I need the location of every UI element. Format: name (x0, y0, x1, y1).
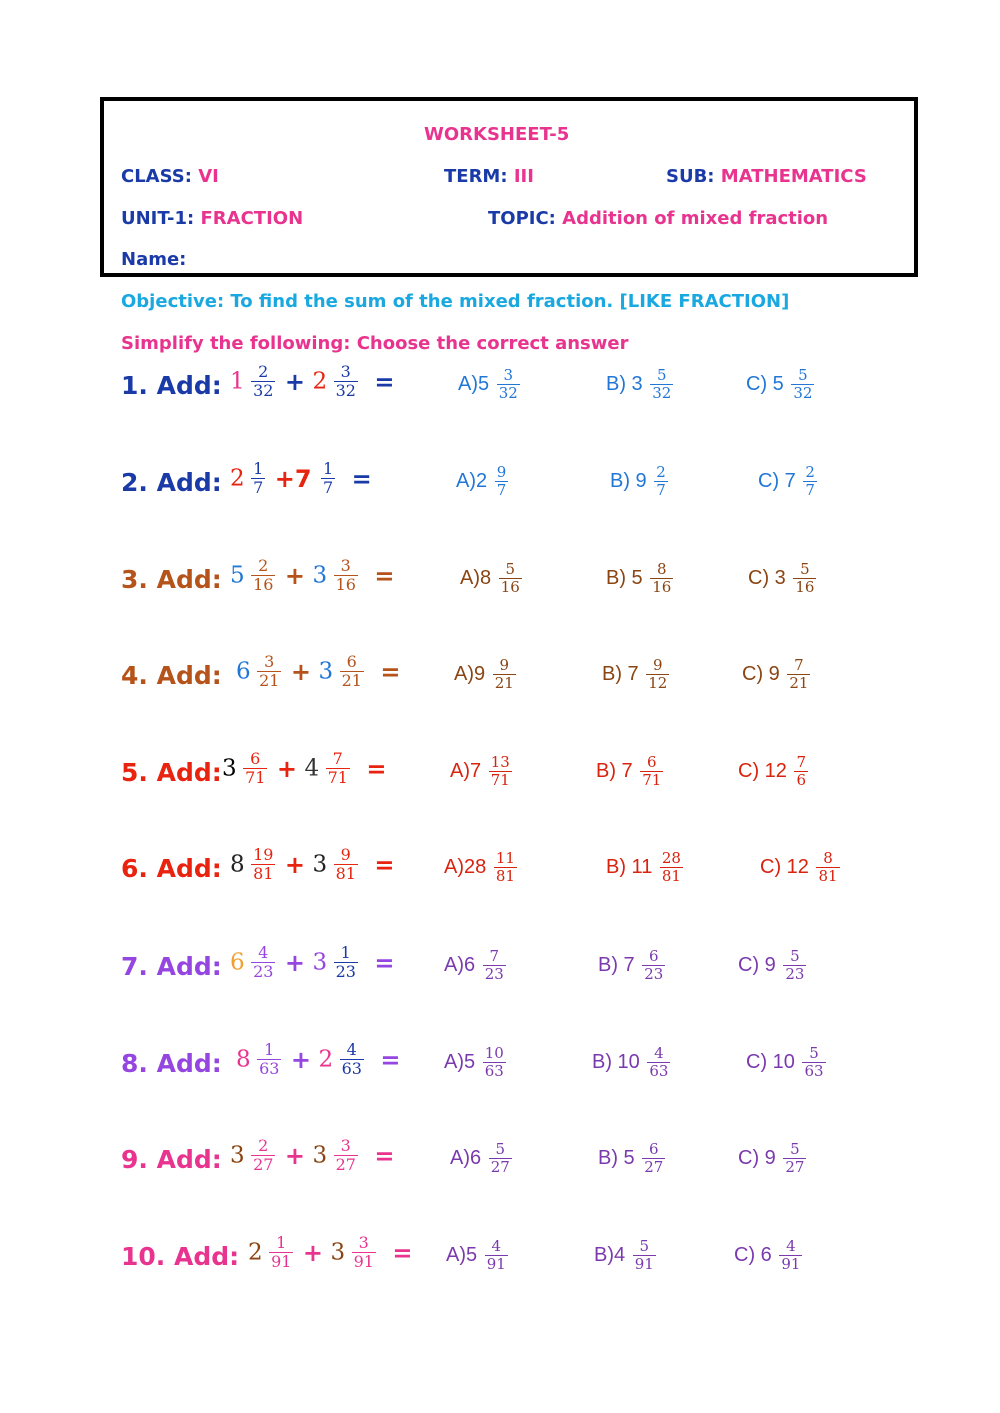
denominator: 27 (644, 1158, 664, 1176)
option-label: C) 7 (758, 470, 796, 492)
fraction (257, 1041, 281, 1078)
numerator: 7 (332, 749, 343, 768)
denominator: 27 (253, 1155, 274, 1174)
first-whole: 3 (230, 1142, 245, 1169)
denominator: 21 (494, 674, 514, 692)
answer-option[interactable] (742, 657, 812, 692)
option-fraction (483, 1045, 506, 1080)
question-label: 9. Add: (121, 1145, 222, 1174)
numerator: 6 (346, 652, 357, 671)
denominator: 91 (486, 1255, 506, 1273)
first-whole: 6 (236, 658, 251, 685)
topic-label: TOPIC: (488, 208, 556, 229)
option-fraction (483, 948, 506, 983)
option-label: B) 3 (606, 373, 643, 395)
option-label: A)6 (444, 954, 476, 976)
denominator: 16 (652, 578, 672, 596)
topic-value: Addition of mixed fraction (562, 208, 829, 229)
denominator: 91 (781, 1255, 801, 1273)
answer-option[interactable] (596, 754, 665, 789)
denominator: 27 (335, 1155, 356, 1174)
denominator: 71 (642, 771, 662, 789)
equals-sign: = (374, 850, 395, 879)
numerator: 5 (790, 947, 800, 965)
numerator: 8 (823, 849, 833, 867)
class-label: CLASS: (121, 166, 192, 187)
option-label: B) 7 (602, 663, 639, 685)
option-fraction (495, 464, 509, 499)
fraction (334, 1137, 358, 1174)
numerator: 1 (340, 943, 351, 962)
numerator: 4 (786, 1237, 796, 1255)
numerator: 2 (656, 463, 666, 481)
option-fraction (640, 754, 663, 789)
option-label: B) 9 (610, 470, 647, 492)
numerator: 5 (800, 560, 810, 578)
answer-option[interactable] (598, 1141, 667, 1176)
numerator: 3 (264, 652, 275, 671)
numerator: 6 (649, 947, 659, 965)
option-label: C) 6 (734, 1244, 772, 1266)
answer-option[interactable] (748, 561, 818, 596)
denominator: 63 (341, 1059, 362, 1078)
denominator: 12 (648, 674, 668, 692)
numerator: 7 (796, 753, 807, 771)
question-expression (230, 363, 397, 400)
fraction (251, 557, 275, 594)
option-label: A)5 (444, 1051, 476, 1073)
plus-sign: + (284, 1141, 306, 1170)
plus-sign: + (276, 754, 298, 783)
question-label: 7. Add: (121, 952, 222, 981)
denominator: 23 (335, 962, 356, 981)
question-expression (248, 1234, 415, 1271)
denominator: 7 (253, 478, 264, 497)
topic-field (488, 208, 828, 229)
term-value: III (513, 166, 534, 187)
numerator: 3 (503, 366, 513, 384)
option-fraction (794, 754, 808, 789)
denominator: 63 (484, 1062, 504, 1080)
option-fraction (489, 1141, 512, 1176)
equals-sign: = (374, 948, 395, 977)
first-whole: 3 (222, 755, 237, 782)
fraction (334, 944, 358, 981)
second-whole: 3 (330, 1239, 346, 1266)
numerator: 19 (253, 845, 274, 864)
denominator: 91 (353, 1252, 374, 1271)
answer-option[interactable] (610, 464, 670, 499)
option-label: A)5 (446, 1244, 478, 1266)
numerator: 10 (484, 1044, 504, 1062)
answer-option[interactable] (458, 367, 522, 402)
numerator: 9 (340, 845, 351, 864)
answer-option[interactable] (606, 561, 675, 596)
denominator: 63 (649, 1062, 669, 1080)
answer-option[interactable] (734, 1238, 804, 1273)
denominator: 27 (785, 1158, 805, 1176)
denominator: 21 (341, 671, 362, 690)
numerator: 6 (647, 753, 657, 771)
option-fraction (497, 367, 520, 402)
fraction (334, 363, 358, 400)
option-fraction (494, 850, 517, 885)
answer-option[interactable] (594, 1238, 658, 1273)
fraction (269, 1234, 293, 1271)
option-fraction (489, 754, 512, 789)
class-value: VI (198, 166, 219, 187)
unit-field (121, 208, 303, 229)
option-fraction (816, 850, 839, 885)
fraction (326, 750, 350, 787)
fraction (334, 557, 358, 594)
question-expression (230, 846, 397, 883)
question-label: 4. Add: (121, 661, 222, 690)
option-fraction (499, 561, 522, 596)
denominator: 91 (634, 1255, 654, 1273)
denominator: 32 (253, 381, 274, 400)
denominator: 32 (793, 384, 813, 402)
second-whole: 3 (312, 949, 328, 976)
numerator: 9 (653, 656, 663, 674)
denominator: 7 (496, 481, 507, 499)
equals-sign: = (374, 561, 395, 590)
numerator: 4 (346, 1040, 357, 1059)
option-fraction (779, 1238, 802, 1273)
option-label: C) 9 (738, 954, 776, 976)
question-expression (236, 1041, 403, 1078)
denominator: 16 (500, 578, 520, 596)
question-label: 10. Add: (121, 1242, 240, 1271)
numerator: 1 (253, 459, 264, 478)
name-label: Name: (121, 249, 187, 270)
question-label: 5. Add: (121, 758, 222, 787)
answer-option[interactable] (444, 850, 519, 885)
denominator: 81 (818, 867, 838, 885)
option-label: B) 11 (606, 856, 653, 878)
answer-option[interactable] (454, 657, 518, 692)
option-fraction (646, 657, 669, 692)
second-whole: 2 (312, 368, 328, 395)
numerator: 1 (264, 1040, 275, 1059)
option-label: C) 12 (738, 760, 787, 782)
subject-label: SUB: (666, 166, 715, 187)
numerator: 3 (340, 362, 351, 381)
numerator: 2 (258, 362, 269, 381)
denominator: 27 (490, 1158, 510, 1176)
numerator: 5 (798, 366, 808, 384)
answer-option[interactable] (746, 367, 816, 402)
question-expression (230, 944, 397, 981)
option-label: C) 10 (746, 1051, 795, 1073)
denominator: 16 (253, 575, 274, 594)
plus-sign: + (284, 561, 306, 590)
plus-sign: + (302, 1238, 324, 1267)
answer-option[interactable] (758, 464, 819, 499)
plus-sign: +7 (274, 464, 312, 493)
denominator: 16 (335, 575, 356, 594)
option-fraction (654, 464, 668, 499)
denominator: 23 (253, 962, 274, 981)
numerator: 7 (794, 656, 804, 674)
option-label: B)4 (594, 1244, 626, 1266)
answer-option[interactable] (446, 1238, 510, 1273)
denominator: 21 (789, 674, 809, 692)
answer-option[interactable] (444, 1045, 508, 1080)
plus-sign: + (284, 850, 306, 879)
option-label: C) 5 (746, 373, 784, 395)
answer-option[interactable] (738, 1141, 808, 1176)
answer-option[interactable] (460, 561, 524, 596)
fraction (334, 846, 358, 883)
answer-option[interactable] (602, 657, 671, 692)
fraction (251, 846, 275, 883)
denominator: 7 (656, 481, 666, 499)
plus-sign: + (284, 367, 306, 396)
option-fraction (485, 1238, 508, 1273)
denominator: 32 (498, 384, 518, 402)
instruction: Simplify the following: Choose the correct answer (121, 333, 629, 354)
numerator: 5 (639, 1237, 649, 1255)
denominator: 71 (327, 768, 348, 787)
numerator: 2 (258, 556, 269, 575)
denominator: 32 (652, 384, 672, 402)
numerator: 4 (491, 1237, 501, 1255)
option-label: C) 9 (742, 663, 780, 685)
answer-option[interactable] (598, 948, 667, 983)
option-label: A)2 (456, 470, 488, 492)
unit-value: FRACTION (200, 208, 304, 229)
denominator: 32 (335, 381, 356, 400)
numerator: 1 (276, 1233, 287, 1252)
denominator: 81 (253, 864, 274, 883)
option-label: A)7 (450, 760, 482, 782)
equals-sign: = (380, 1045, 401, 1074)
worksheet-title: WORKSHEET-5 (424, 124, 570, 145)
option-label: B) 5 (598, 1147, 635, 1169)
denominator: 81 (335, 864, 356, 883)
first-whole: 8 (236, 1046, 251, 1073)
equals-sign: = (380, 657, 401, 686)
denominator: 7 (323, 478, 334, 497)
equals-sign: = (366, 754, 387, 783)
first-whole: 5 (230, 562, 245, 589)
option-fraction (802, 1045, 825, 1080)
equals-sign: = (392, 1238, 413, 1267)
second-whole: 2 (318, 1046, 334, 1073)
option-label: C) 12 (760, 856, 809, 878)
term-field (444, 166, 534, 187)
numerator: 5 (657, 366, 667, 384)
numerator: 5 (495, 1140, 505, 1158)
denominator: 23 (644, 965, 664, 983)
fraction (251, 1137, 275, 1174)
second-whole: 3 (312, 851, 328, 878)
numerator: 5 (809, 1044, 819, 1062)
option-fraction (650, 367, 673, 402)
option-label: B) 5 (606, 567, 643, 589)
numerator: 3 (358, 1233, 369, 1252)
answer-option[interactable] (456, 464, 510, 499)
fraction (340, 1041, 364, 1078)
question-label: 2. Add: (121, 468, 222, 497)
option-fraction (783, 948, 806, 983)
option-fraction (633, 1238, 656, 1273)
denominator: 23 (785, 965, 805, 983)
denominator: 16 (795, 578, 815, 596)
option-label: B) 10 (592, 1051, 640, 1073)
second-whole: 4 (304, 755, 320, 782)
denominator: 71 (245, 768, 266, 787)
numerator: 1 (323, 459, 334, 478)
fraction (251, 363, 275, 400)
answer-option[interactable] (450, 1141, 514, 1176)
numerator: 3 (340, 1136, 351, 1155)
option-fraction (803, 464, 817, 499)
question-expression (236, 653, 403, 690)
fraction (257, 653, 281, 690)
fraction (243, 750, 267, 787)
option-label: C) 3 (748, 567, 786, 589)
numerator: 2 (805, 463, 815, 481)
answer-option[interactable] (450, 754, 514, 789)
option-fraction (793, 561, 816, 596)
option-fraction (642, 1141, 665, 1176)
numerator: 7 (489, 947, 499, 965)
numerator: 13 (490, 753, 510, 771)
denominator: 23 (484, 965, 504, 983)
numerator: 6 (250, 749, 261, 768)
question-label: 6. Add: (121, 854, 222, 883)
numerator: 2 (258, 1136, 269, 1155)
answer-option[interactable] (746, 1045, 828, 1080)
second-whole: 3 (312, 562, 328, 589)
first-whole: 1 (230, 368, 245, 395)
plus-sign: + (284, 948, 306, 977)
denominator: 91 (271, 1252, 292, 1271)
fraction (321, 460, 335, 497)
numerator: 5 (790, 1140, 800, 1158)
denominator: 21 (259, 671, 280, 690)
equals-sign: = (374, 1141, 395, 1170)
numerator: 5 (505, 560, 515, 578)
second-whole: 3 (318, 658, 334, 685)
equals-sign: = (374, 367, 395, 396)
first-whole: 6 (230, 949, 245, 976)
answer-option[interactable] (738, 948, 808, 983)
option-label: A)28 (444, 856, 487, 878)
question-expression (230, 460, 375, 497)
option-label: A)6 (450, 1147, 482, 1169)
option-fraction (642, 948, 665, 983)
option-fraction (647, 1045, 670, 1080)
denominator: 7 (805, 481, 815, 499)
first-whole: 8 (230, 851, 245, 878)
option-fraction (787, 657, 810, 692)
fraction (340, 653, 364, 690)
denominator: 71 (490, 771, 510, 789)
numerator: 4 (654, 1044, 664, 1062)
class-field (121, 166, 219, 187)
equals-sign: = (351, 464, 372, 493)
numerator: 4 (258, 943, 269, 962)
term-label: TERM: (444, 166, 508, 187)
option-label: A)8 (460, 567, 492, 589)
option-fraction (783, 1141, 806, 1176)
denominator: 63 (804, 1062, 824, 1080)
subject-field (666, 166, 867, 187)
question-expression (230, 557, 397, 594)
answer-option[interactable] (738, 754, 810, 789)
objective: Objective: To find the sum of the mixed fraction. [LIKE FRACTION] (121, 291, 790, 312)
first-whole: 2 (230, 465, 245, 492)
plus-sign: + (290, 657, 312, 686)
answer-option[interactable] (444, 948, 508, 983)
denominator: 6 (796, 771, 807, 789)
question-label: 1. Add: (121, 371, 222, 400)
fraction (251, 944, 275, 981)
denominator: 81 (495, 867, 515, 885)
numerator: 11 (495, 849, 515, 867)
fraction (352, 1234, 376, 1271)
numerator: 6 (649, 1140, 659, 1158)
question-label: 3. Add: (121, 565, 222, 594)
second-whole: 3 (312, 1142, 328, 1169)
question-label: 8. Add: (121, 1049, 222, 1078)
plus-sign: + (290, 1045, 312, 1074)
option-fraction (660, 850, 683, 885)
option-label: A)9 (454, 663, 486, 685)
first-whole: 2 (248, 1239, 263, 1266)
numerator: 9 (496, 463, 507, 481)
option-fraction (650, 561, 673, 596)
option-label: B) 7 (596, 760, 633, 782)
question-expression (230, 1137, 397, 1174)
denominator: 81 (661, 867, 681, 885)
numerator: 9 (499, 656, 509, 674)
unit-label: UNIT-1: (121, 208, 195, 229)
numerator: 28 (661, 849, 681, 867)
numerator: 8 (657, 560, 667, 578)
option-fraction (791, 367, 814, 402)
answer-option[interactable] (760, 850, 842, 885)
fraction (251, 460, 265, 497)
option-label: C) 9 (738, 1147, 776, 1169)
numerator: 3 (340, 556, 351, 575)
answer-option[interactable] (606, 367, 675, 402)
option-label: B) 7 (598, 954, 635, 976)
answer-option[interactable] (606, 850, 685, 885)
denominator: 63 (259, 1059, 280, 1078)
option-fraction (493, 657, 516, 692)
answer-option[interactable] (592, 1045, 672, 1080)
question-expression (222, 750, 389, 787)
option-label: A)5 (458, 373, 490, 395)
subject-value: MATHEMATICS (720, 166, 867, 187)
